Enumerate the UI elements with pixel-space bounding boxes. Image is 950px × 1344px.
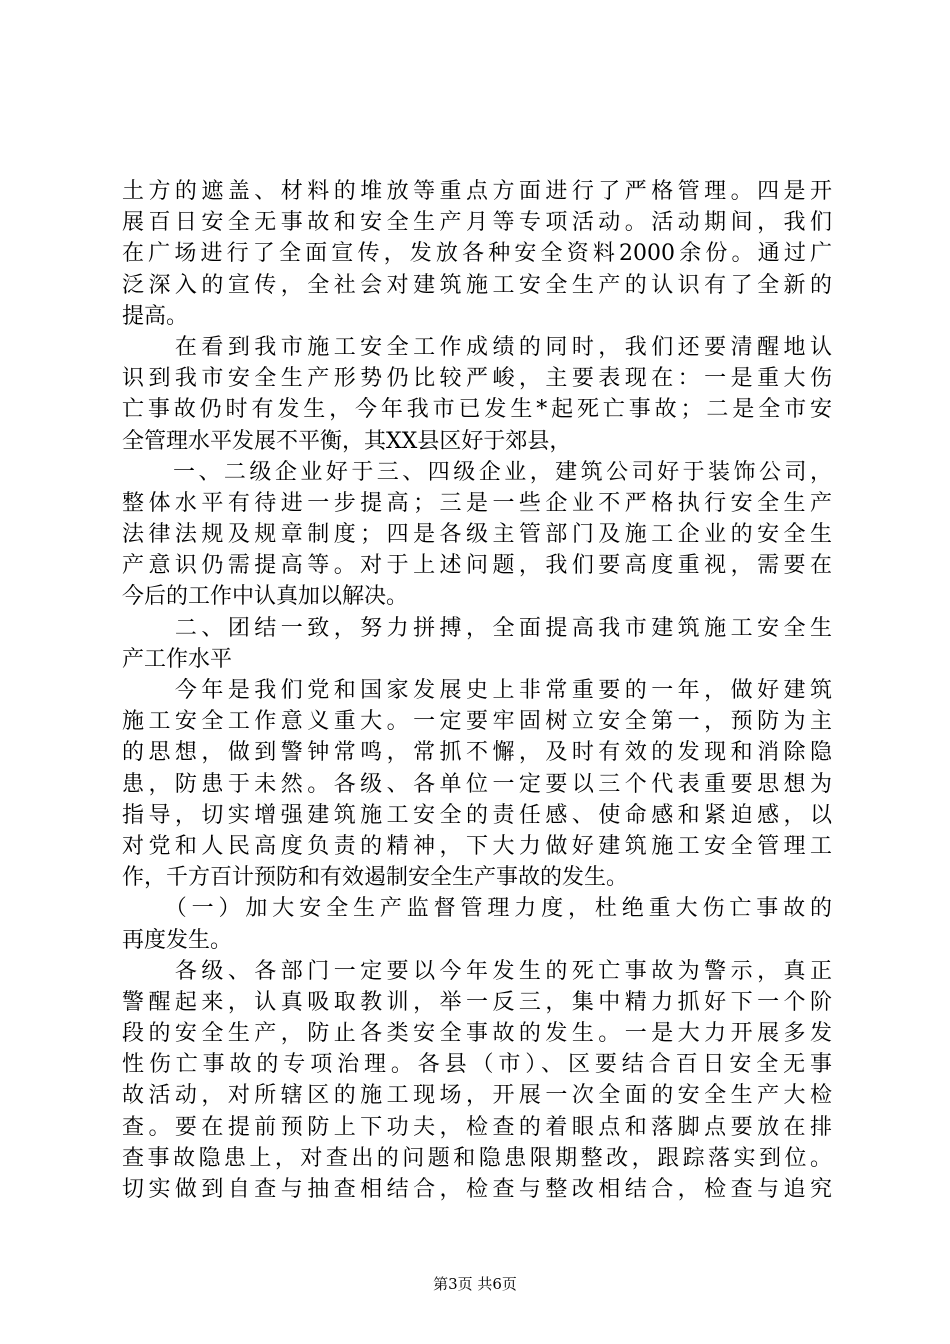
text-line: 在广场进行了全面宣传，发放各种安全资料2000余份。通过广 [122,241,832,267]
text-line: 整体水平有待进一步提高；三是一些企业不严格执行安全生产 [122,490,832,516]
text-line: 切实做到自查与抽查相结合，检查与整改相结合，检查与追究 [122,1177,832,1202]
text-line: 土方的遮盖、材料的堆放等重点方面进行了严格管理。四是开 [122,179,832,204]
text-line: 二、团结一致，努力拼搏，全面提高我市建筑施工安全生 [122,615,832,641]
text-line: 在看到我市施工安全工作成绩的同时，我们还要清醒地认 [122,334,832,360]
text-line: 产工作水平 [122,646,233,672]
text-line: 指导，切实增强建筑施工安全的责任感、使命感和紧迫感，以 [122,802,832,828]
text-line: 展百日安全无事故和安全生产月等专项活动。活动期间，我们 [122,210,832,236]
text-line: 亡事故仍时有发生，今年我市已发生*起死亡事故；二是全市安 [122,397,832,423]
text-line: 故活动，对所辖区的施工现场，开展一次全面的安全生产大检 [122,1083,832,1109]
text-line: 一、二级企业好于三、四级企业，建筑公司好于装饰公司， [122,459,832,485]
text-line: 对党和人民高度负责的精神，下大力做好建筑施工安全管理工 [122,833,832,859]
text-line: 查事故隐患上，对查出的问题和隐患限期整改，跟踪落实到位。 [122,1145,832,1171]
text-line: 全管理水平发展不平衡，其XX县区好于郊县， [122,428,572,454]
page-footer [0,1274,950,1294]
text-line: 段的安全生产，防止各类安全事故的发生。一是大力开展多发 [122,1021,832,1047]
text-line: （一）加大安全生产监督管理力度，杜绝重大伤亡事故的 [122,896,832,922]
text-line: 性伤亡事故的专项治理。各县（市）、区要结合百日安全无事 [122,1052,832,1078]
text-line: 查。要在提前预防上下功夫，检查的着眼点和落脚点要放在排 [122,1114,832,1140]
text-line: 泛深入的宣传，全社会对建筑施工安全生产的认识有了全新的 [122,272,832,298]
text-line: 提高。 [122,303,189,329]
text-line: 产意识仍需提高等。对于上述问题，我们要高度重视，需要在 [122,553,832,579]
text-line: 患，防患于未然。各级、各单位一定要以三个代表重要思想为 [122,771,832,797]
text-line: 警醒起来，认真吸取教训，举一反三，集中精力抓好下一个阶 [122,989,832,1015]
text-line: 识到我市安全生产形势仍比较严峻，主要表现在：一是重大伤 [122,366,832,392]
text-line: 法律法规及规章制度；四是各级主管部门及施工企业的安全生 [122,522,832,548]
text-line: 今后的工作中认真加以解决。 [122,584,409,610]
text-line: 各级、各部门一定要以今年发生的死亡事故为警示，真正 [122,958,832,984]
text-line: 施工安全工作意义重大。一定要牢固树立安全第一，预防为主 [122,709,832,735]
document-body [122,176,832,1205]
text-line: 再度发生。 [122,927,233,953]
page-number: 第3页 共6页 [433,1275,517,1293]
text-line: 作，千方百计预防和有效遏制安全生产事故的发生。 [122,865,629,891]
text-line: 今年是我们党和国家发展史上非常重要的一年，做好建筑 [122,678,832,703]
text-line: 的思想，做到警钟常鸣，常抓不懈，及时有效的发现和消除隐 [122,740,832,766]
